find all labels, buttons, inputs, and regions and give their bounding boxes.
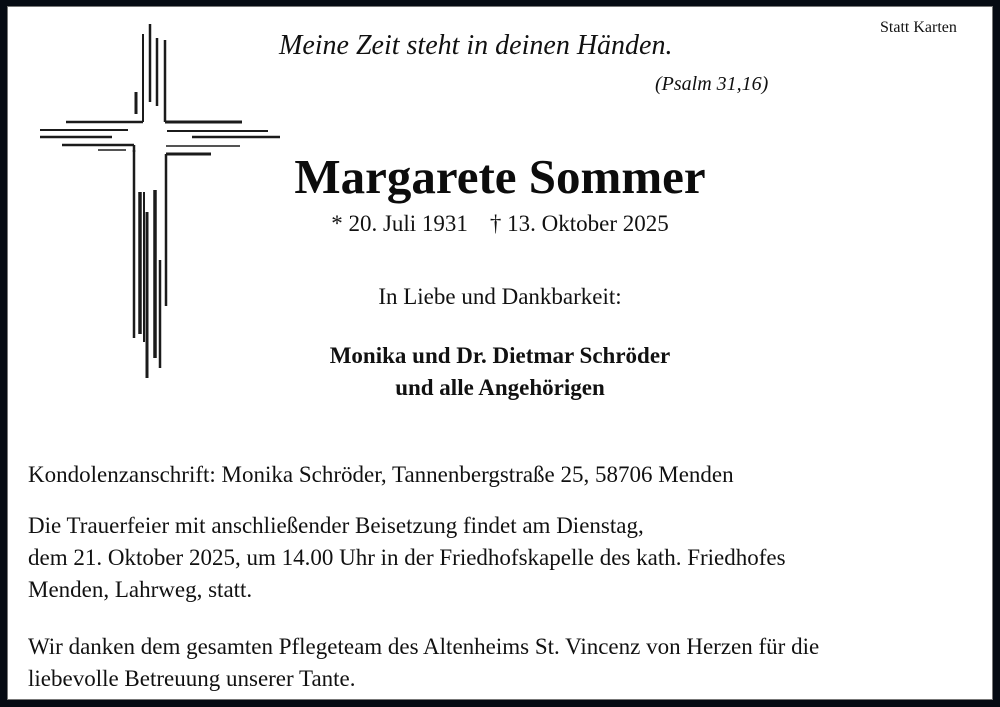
mourners-line-1: Monika und Dr. Dietmar Schröder xyxy=(329,343,671,368)
funeral-line: Die Trauerfeier mit anschließender Beisetzung findet am Dienstag, xyxy=(28,513,644,538)
funeral-details xyxy=(28,510,786,606)
birth-date: * 20. Juli 1931 xyxy=(331,211,468,236)
tribute-line: In Liebe und Dankbarkeit: xyxy=(378,284,622,309)
bible-verse: Meine Zeit steht in deinen Händen. xyxy=(279,30,673,61)
deceased-name: Margarete Sommer xyxy=(294,149,706,204)
verse-source: (Psalm 31,16) xyxy=(655,73,769,95)
funeral-line: dem 21. Oktober 2025, um 14.00 Uhr in der Friedhofskapelle des kath. Friedhofes xyxy=(28,545,786,570)
header-note: Statt Karten xyxy=(880,19,957,36)
death-date: † 13. Oktober 2025 xyxy=(489,211,669,236)
thanks-line: Wir danken dem gesamten Pflegeteam des Altenheims St. Vincenz von Herzen für die xyxy=(28,634,820,659)
funeral-line: Menden, Lahrweg, statt. xyxy=(28,577,253,602)
thanks-paragraph xyxy=(28,631,819,695)
life-dates xyxy=(0,211,1000,237)
condolence-address: Kondolenzanschrift: Monika Schröder, Tannenbergstraße 25, 58706 Menden xyxy=(28,462,734,487)
mourners-line-2: und alle Angehörigen xyxy=(395,375,605,400)
thanks-line: liebevolle Betreuung unserer Tante. xyxy=(28,666,356,691)
